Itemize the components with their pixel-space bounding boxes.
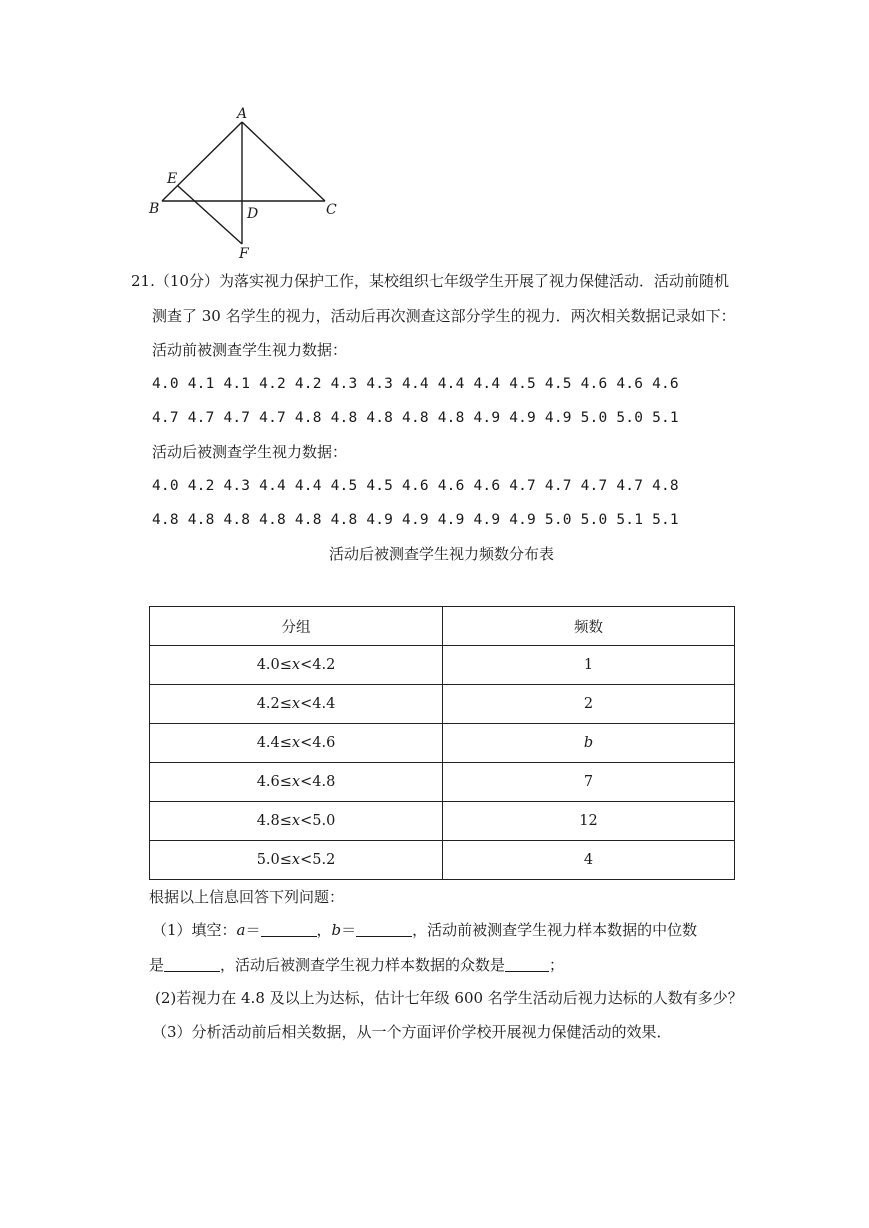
group-cell <box>150 841 443 880</box>
table-header-row <box>150 607 735 646</box>
question-1-line-2 <box>149 955 564 975</box>
group-variable: x <box>291 813 301 829</box>
group-variable: x <box>291 657 301 673</box>
blank-a[interactable] <box>261 920 317 937</box>
blank-median[interactable] <box>164 955 220 972</box>
label-b: B <box>149 201 160 217</box>
after-data-label: 活动后被测查学生视力数据： <box>152 443 348 461</box>
group-cell <box>150 685 443 724</box>
frequency-cell: 1 <box>443 646 735 685</box>
q1-var-b: b <box>331 921 342 939</box>
frequency-cell: 7 <box>443 763 735 802</box>
problem-score: （10分） <box>154 272 219 290</box>
q1-line2-b: ，活动后被测查学生视力样本数据的众数是 <box>220 956 506 974</box>
segment-ef <box>178 186 242 244</box>
after-data-row-1: 4.0 4.2 4.3 4.4 4.4 4.5 4.5 4.6 4.6 4.6 4.7 4.7 4.7 4.7 4.8 <box>152 478 679 494</box>
before-data-label: 活动前被测查学生视力数据： <box>152 341 348 359</box>
group-lower: 4.0≤ <box>256 657 292 673</box>
group-variable: x <box>291 774 301 790</box>
table-row <box>150 646 735 685</box>
frequency-table <box>149 606 735 880</box>
group-upper: <4.4 <box>300 696 336 712</box>
problem-intro-2: 测查了 30 名学生的视力，活动后再次测查这部分学生的视力．两次相关数据记录如下： <box>152 307 736 325</box>
q1-comma: ， <box>316 921 332 939</box>
problem-intro-line-1 <box>131 271 729 291</box>
triangle-figure <box>140 100 360 260</box>
header-group: 分组 <box>150 607 443 646</box>
header-frequency: 频数 <box>443 607 735 646</box>
group-lower: 5.0≤ <box>256 852 292 868</box>
segment-ac <box>242 122 325 201</box>
label-a: A <box>237 106 248 122</box>
table-row <box>150 685 735 724</box>
question-1-line-1 <box>152 920 697 940</box>
frequency-cell: b <box>443 724 735 763</box>
group-upper: <5.0 <box>300 813 336 829</box>
group-lower: 4.2≤ <box>256 696 292 712</box>
frequency-cell: 2 <box>443 685 735 724</box>
label-f: F <box>239 246 249 260</box>
q1-mid: ，活动前被测查学生视力样本数据的中位数 <box>412 921 698 939</box>
question-3: （3）分析活动前后相关数据，从一个方面评价学校开展视力保健活动的效果． <box>152 1023 672 1041</box>
label-e: E <box>167 171 178 187</box>
label-d: D <box>247 206 259 222</box>
group-upper: <4.2 <box>300 657 336 673</box>
group-lower: 4.4≤ <box>256 735 292 751</box>
blank-mode[interactable] <box>505 955 549 972</box>
q1-equals-2: ＝ <box>341 921 357 939</box>
table-row <box>150 763 735 802</box>
table-row <box>150 802 735 841</box>
before-data-row-2: 4.7 4.7 4.7 4.7 4.8 4.8 4.8 4.8 4.8 4.9 4.9 4.9 5.0 5.0 5.1 <box>152 410 679 426</box>
table-row <box>150 841 735 880</box>
group-variable: x <box>291 735 301 751</box>
q1-line2-a: 是 <box>149 956 165 974</box>
problem-number: 21. <box>131 272 155 290</box>
q1-end: ； <box>549 956 565 974</box>
after-data-row-2: 4.8 4.8 4.8 4.8 4.8 4.8 4.9 4.9 4.9 4.9 4.9 5.0 5.0 5.1 5.1 <box>152 512 679 528</box>
segment-ab <box>162 122 242 201</box>
group-cell <box>150 763 443 802</box>
group-variable: x <box>291 852 301 868</box>
group-lower: 4.6≤ <box>256 774 292 790</box>
group-upper: <5.2 <box>300 852 336 868</box>
group-upper: <4.6 <box>300 735 336 751</box>
table-title: 活动后被测查学生视力频数分布表 <box>329 545 555 563</box>
answer-prompt: 根据以上信息回答下列问题： <box>149 888 345 906</box>
label-c: C <box>326 202 337 218</box>
q1-equals-1: ＝ <box>245 921 261 939</box>
group-cell <box>150 646 443 685</box>
group-variable: x <box>291 696 301 712</box>
problem-intro-1: 为落实视力保护工作，某校组织七年级学生开展了视力保健活动．活动前随机 <box>218 272 729 290</box>
group-lower: 4.8≤ <box>256 813 292 829</box>
frequency-cell: 12 <box>443 802 735 841</box>
group-cell <box>150 802 443 841</box>
frequency-cell: 4 <box>443 841 735 880</box>
q1-prefix: （1）填空： <box>152 921 237 939</box>
table-row <box>150 724 735 763</box>
q1-var-a: a <box>236 921 246 939</box>
group-cell <box>150 724 443 763</box>
blank-b[interactable] <box>356 920 412 937</box>
question-2: (2)若视力在 4.8 及以上为达标，估计七年级 600 名学生活动后视力达标的人数有多少？ <box>155 989 743 1007</box>
group-upper: <4.8 <box>300 774 336 790</box>
before-data-row-1: 4.0 4.1 4.1 4.2 4.2 4.3 4.3 4.4 4.4 4.4 4.5 4.5 4.6 4.6 4.6 <box>152 376 679 392</box>
